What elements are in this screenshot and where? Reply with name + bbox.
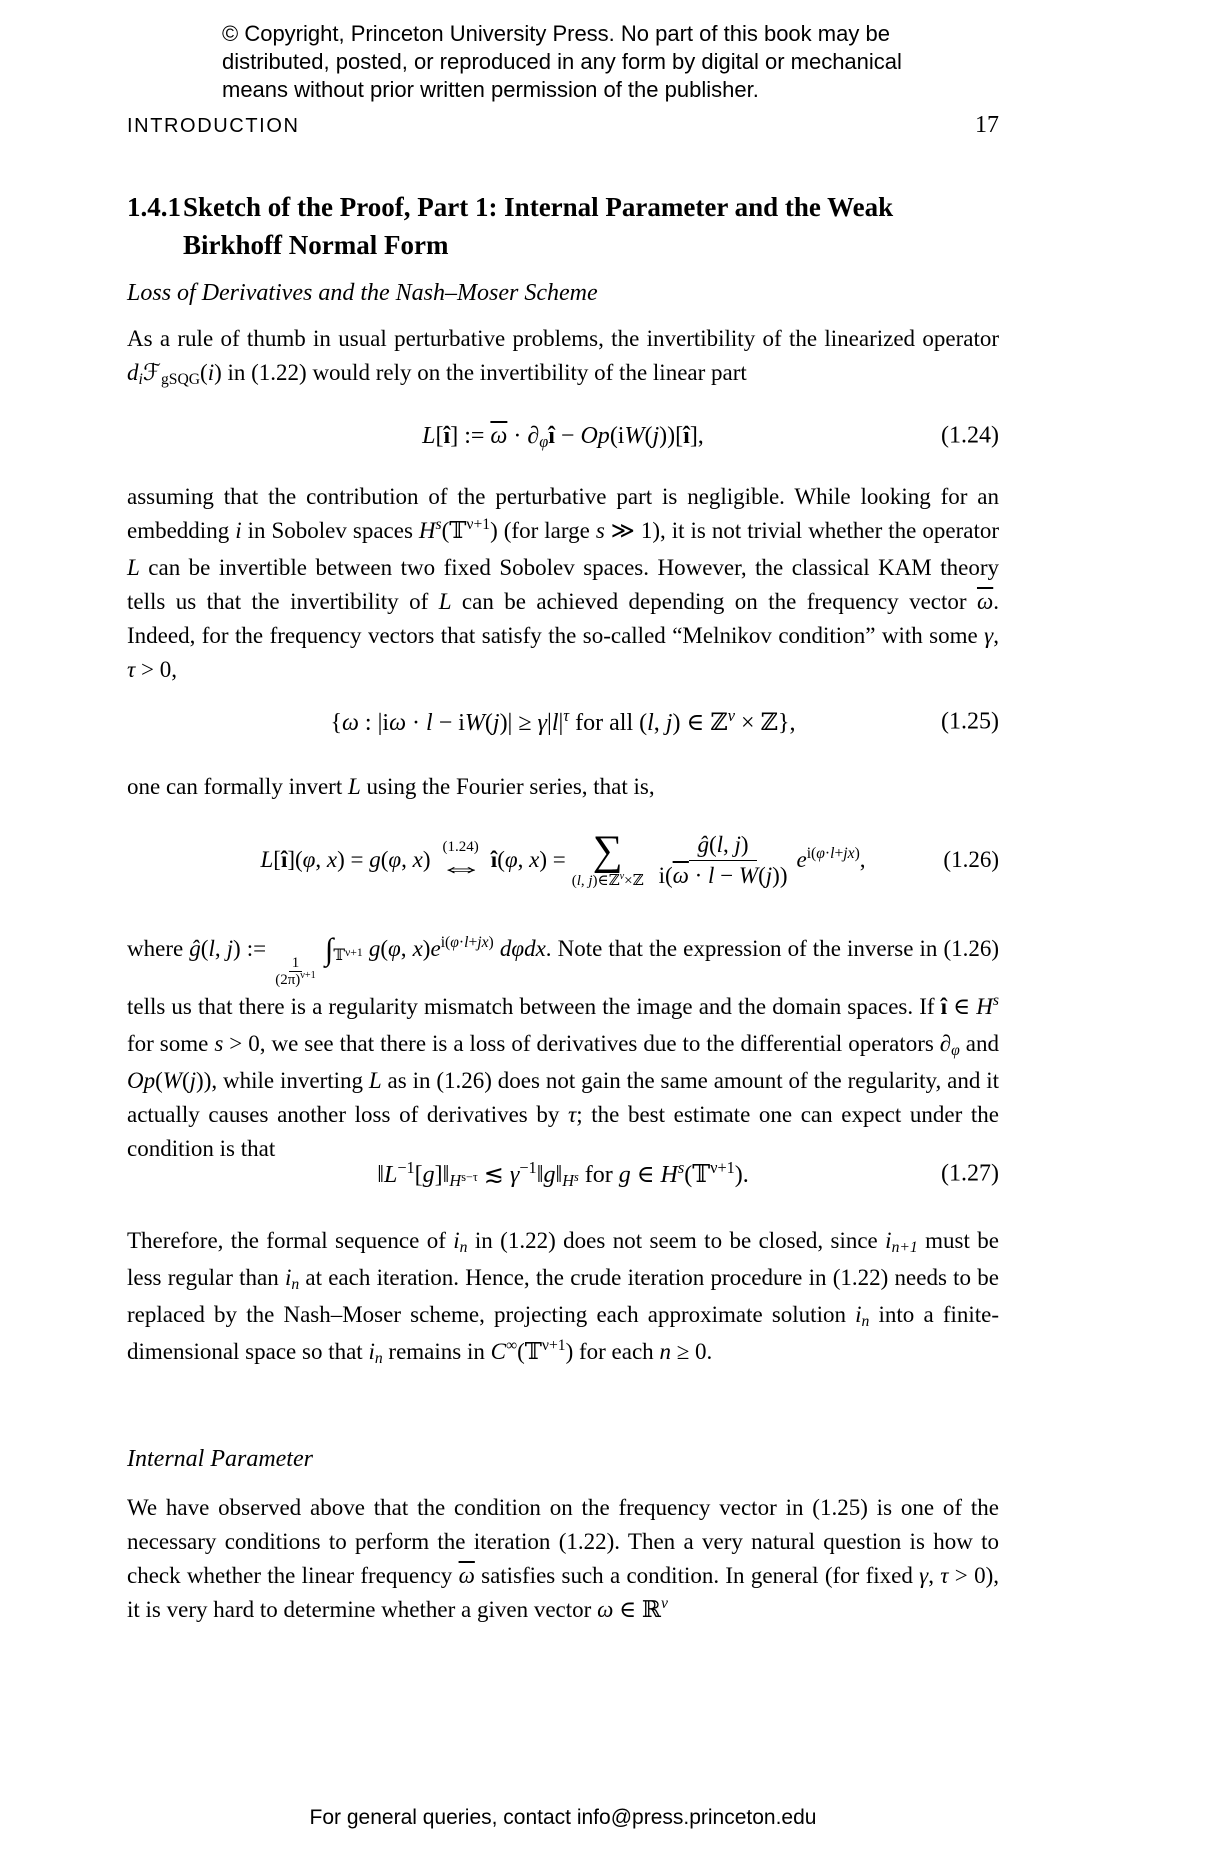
copyright-line-3: means without prior written permission of the publisher. (222, 77, 759, 102)
equation-1-24-math: L[î] := $\overline{\omega}$ · ∂φî − Op(iW(j))[î], (422, 422, 704, 452)
fraction-numerator: ĝ(l, j) (689, 830, 756, 861)
equation-1-25-label: (1.25) (941, 708, 999, 735)
eq126-mid: î(φ, x) = (490, 847, 566, 872)
eq126-lhs: L[î](φ, x) = g(φ, x) (260, 847, 431, 872)
paragraph-3: one can formally invert L using the Fourier series, that is, (127, 774, 655, 799)
equation-1-26-label: (1.26) (943, 847, 999, 872)
section-number: 1.4.1 (127, 192, 181, 222)
iff-arrow (437, 839, 485, 882)
equation-1-25 (127, 700, 999, 744)
subheading-loss-of-derivatives: Loss of Derivatives and the Nash–Moser Scheme (127, 280, 598, 306)
equation-1-24-label: (1.24) (941, 422, 999, 449)
paragraph-2: assuming that the contribution of the perturbative part is negligible. While looking for an embedding i in Sobolev spaces $H^s(𝕋^{\nu+1})$ (for large s ≫ 1), it is not trivial whether the operator L can be invertible between two fixed Sobolev spaces. However, the classical KAM theory tells us that the invertibility of L can be achieved depending on the frequency vector $\overline{\omega}$. Indeed, for the frequency vectors that satisfy the so-called “Melnikov condition” with some γ, τ > 0, (127, 484, 1000, 682)
fraction-denominator: $i(\overline{\omega} \cdot l - W(j))$ (658, 862, 788, 888)
paragraph-6: We have observed above that the condition on the frequency vector in (1.25) is one of the necessary conditions to perform the iteration (1.22). Then a very natural question is how to check whether the linear frequency $\overline{\omega}$ satisfies such a condition. In general (for fixed γ, τ > 0), it is very hard to determine whether a given vector ω ∈ ℝ$^\nu$ (127, 1495, 999, 1622)
equation-1-24 (127, 414, 999, 458)
equation-1-26-math (260, 827, 866, 891)
summation (571, 827, 644, 890)
equation-1-25-math: {ω : $|i\omega \cdot l - iW(j)| \ge \gamma|l|^\tau$ for all (l, j) ∈ ℤ$^\nu$ × ℤ}, (330, 705, 796, 736)
sigma-glyph: ∑ (592, 827, 623, 874)
equation-1-27-math: $‖L^{-1}[g]‖H^{s-\tau}$ ≲ $\gamma^{-1}‖g‖H^s$ for g ∈ $H^s(𝕋^{\nu+1})$. (377, 1157, 749, 1191)
section-title: Sketch of the Proof, Part 1: Internal Parameter and the Weak Birkhoff Normal Form (183, 192, 894, 260)
iff-arrow-label: (1.24) (442, 839, 479, 855)
footer-contact: For general queries, contact info@press.princeton.edu (309, 1806, 817, 1829)
paragraph-4: where ĝ(l, j) := $\frac{1}{(2\pi)^{\nu+1}}$ ∫𝕋$^{\nu+1}$ g(φ, $x)e^{i(\varphi\cdot l+jx)}$ dφdx. Note that the expression of the inverse in (1.26) tells us that there is a regularity mismatch between the image and the domain spaces. If î ∈ $H^s$ for some s > 0, we see that there is a loss of derivatives due to the differential operators ∂φ and Op(W(j)), while inverting L as in (1.26) does not gain the same amount of the regularity, and it actually causes another loss of derivatives by τ; the best estimate one can expect under the condition is that (127, 931, 1000, 1161)
double-arrow-icon: ⇔ (437, 853, 485, 882)
eq126-exponential: $e^{i(\varphi\cdot l+jx)}$, (796, 845, 866, 872)
running-head (127, 112, 999, 139)
equation-1-26 (127, 812, 999, 908)
copyright-line-1: © Copyright, Princeton University Press. No part of this book may be (222, 21, 890, 46)
section-heading (127, 188, 959, 264)
paragraph-1: As a rule of thumb in usual perturbative problems, the invertibility of the linearized operator diℱgSQG(i) in (1.22) would rely on the invertibility of the linear part (127, 326, 999, 389)
paragraph-5: Therefore, the formal sequence of in in (1.22) does not seem to be closed, since in+1 must be less regular than in at each iteration. Hence, the crude iteration procedure in (1.22) needs to be replaced by the Nash–Moser scheme, projecting each approximate solution in into a finite-dimensional space so that in remains in C∞(𝕋$^{\nu+1}$) for each n ≥ 0. (127, 1228, 1000, 1368)
copyright-line-2: distributed, posted, or reproduced in any form by digital or mechanical (222, 49, 902, 74)
eq126-fraction (655, 830, 792, 891)
equation-1-27 (127, 1152, 999, 1196)
equation-1-27-label: (1.27) (941, 1160, 999, 1187)
copyright-notice (222, 20, 942, 104)
summation-index: (l, j)∈ℤ$^\nu$×ℤ (571, 870, 644, 889)
running-head-title: INTRODUCTION (127, 115, 300, 137)
page-number: 17 (975, 112, 999, 138)
subheading-internal-parameter: Internal Parameter (127, 1446, 313, 1472)
